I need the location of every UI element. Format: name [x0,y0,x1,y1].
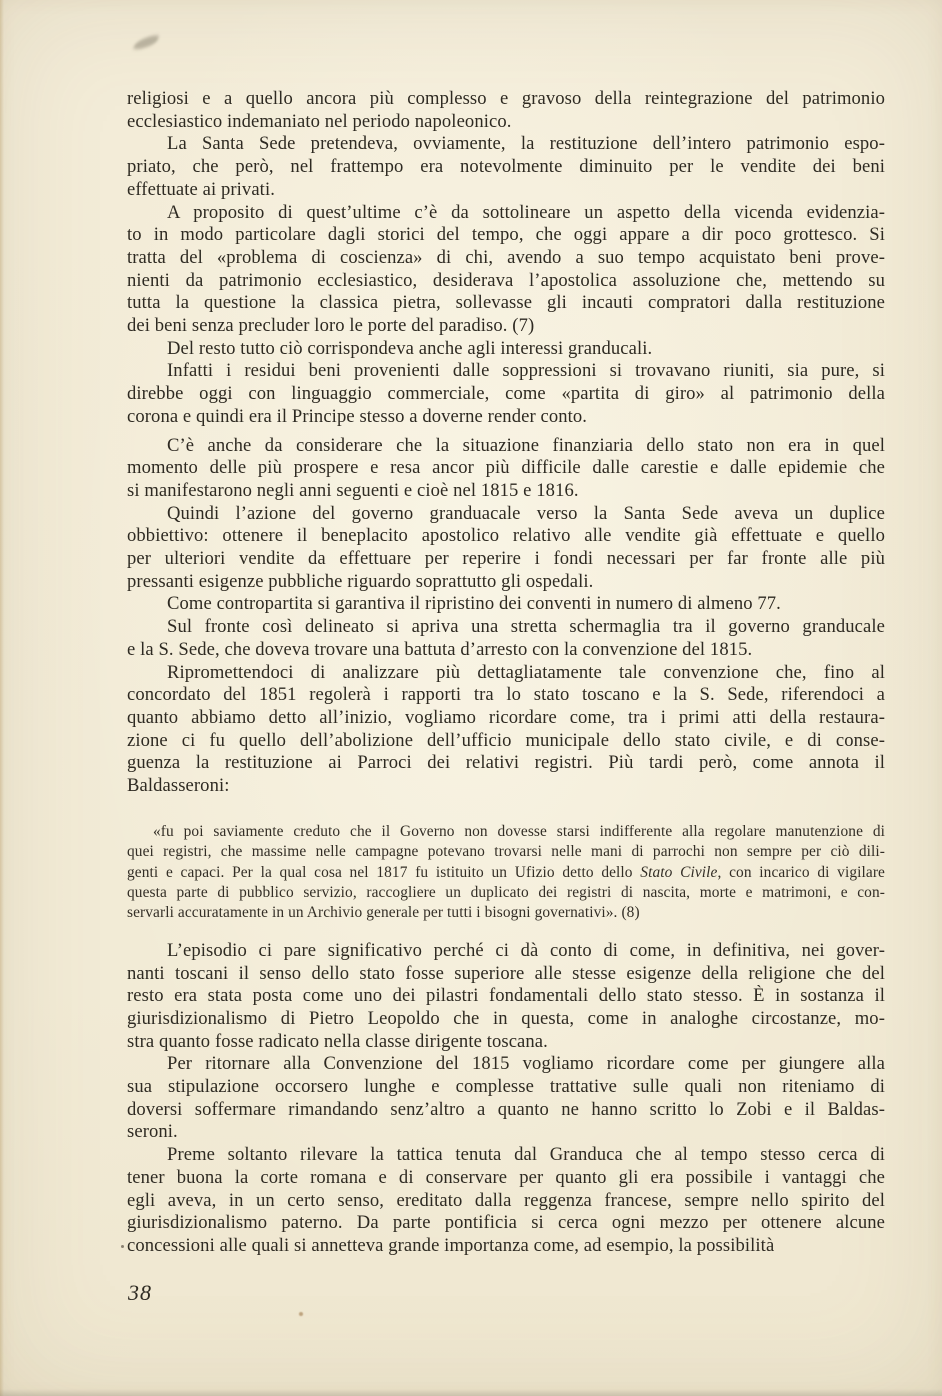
text-line: Quindi l’azione del governo granduacale verso la Santa Sede aveva un duplice [167,502,885,524]
text-column [127,88,885,1258]
text-line: nanti toscani il senso dello stato fosse superiore alle stesse esigenze della religione che del [127,962,885,984]
text-line: L’episodio ci pare significativo perché ci dà conto di come, in definitiva, nei gover- [167,939,885,961]
paragraph [127,593,885,616]
text-line: per ulteriori vendite da effettuare per reperire i fondi necessari per far fronte alle più [127,548,885,570]
text-line: Come contropartita si garantiva il ripristino dei conventi in numero di almeno 77. [167,593,781,615]
text-line: Baldasseroni: [127,775,230,797]
text-line: obbiettivo: ottenere il beneplacito apostolico relativo alle vendite già effettuate e quello [127,525,885,547]
text-line: pressanti esigenze pubbliche riguardo soprattutto gli ospedali. [127,570,594,592]
paragraph [127,435,885,503]
text-line: Sul fronte così delineato si apriva una stretta schermaglia tra il governo granducale [167,616,885,638]
scan-edge-left [0,0,4,1396]
text-line: La Santa Sede pretendeva, ovviamente, la restituzione dell’intero patrimonio espo- [167,133,885,155]
text-line: Per ritornare alla Convenzione del 1815 vogliamo ricordare come per giungere alla [167,1053,885,1075]
text-line: Preme soltanto rilevare la tattica tenuta dal Granduca che al tempo stesso cerca di [167,1144,885,1166]
text-line: giurisdizionalismo paterno. Da parte pontificia si cerca ogni mezzo per ottenere alcune [127,1212,885,1234]
text-line: si manifestarono negli anni seguenti e cioè nel 1815 e 1816. [127,479,579,501]
text-line: Ripromettendoci di analizzare più dettagliatamente tale convenzione che, fino al [167,661,885,683]
text-line: seroni. [127,1121,178,1143]
text-line: doversi soffermare rimandando senz’altro a quanto ne hanno scritto lo Zobi e il Baldas- [127,1098,885,1120]
text-line: A proposito di quest’ultime c’è da sottolineare un aspetto della vicenda evidenzia- [167,201,885,223]
paragraph [127,940,885,1054]
text-line: guenza la restituzione ai Parroci dei relativi registri. Più tardi però, come annota il [127,752,885,774]
text-line: Del resto tutto ciò corrispondeva anche agli interessi granducali. [167,337,653,359]
paper-speck [299,1312,303,1316]
block-quote [127,822,885,924]
paragraph [127,202,885,338]
text-line: e la S. Sede, che doveva trovare una battuta d’arresto con la convenzione del 1815. [127,638,753,660]
paragraph [127,662,885,798]
text-line: tutta la questione la classica pietra, sollevasse gli incauti compratori dalla restituzione [127,292,885,314]
paragraph [127,1053,885,1144]
italic-text: Stato Civile [640,863,718,881]
paragraph [127,616,885,661]
text-line: Infatti i residui beni provenienti dalle soppressioni si trovavano riuniti, sia pure, si [167,360,885,382]
text-line: resto era stata posta come uno dei pilastri fondamentali dello stato stesso. È in sostanza il [127,985,885,1007]
text-line: concordato del 1851 regolerà i rapporti tra lo stato toscano e la S. Sede, riferendoci a [127,684,885,706]
text-line: concessioni alle quali si annetteva grande importanza come, ad esempio, la possibilità [127,1234,775,1256]
text-line: sua stipulazione occorsero lunghe e complesse trattative sulle quali non riteniamo di [127,1076,885,1098]
text-line: C’è anche da considerare che la situazione finanziaria dello stato non era in quel [167,434,885,456]
text-line: dei beni senza precluder loro le porte del paradiso. (7) [127,315,535,337]
scan-edge-bottom [0,1389,942,1396]
text-line: genti e capaci. Per la qual cosa nel 1817 fu istituito un Ufizio detto dello Stato Civile, con incarico di vigilare [127,863,885,881]
text-line: servarli accuratamente in un Archivio generale per tutti i bisogni governativi». (8) [127,904,640,922]
paragraph [127,1144,885,1258]
text-line: zione ci fu quello dell’abolizione dell’ufficio municipale dello stato civile, e di conse- [127,729,885,751]
paper-smudge [133,34,159,52]
paragraph [127,503,885,594]
text-line: to in modo particolare dagli storici del tempo, che oggi appare a dir poco grottesco. Si [127,224,885,246]
text-line: priato, che però, nel frattempo era notevolmente diminuito per le vendite dei beni [127,156,885,178]
text-line: direbbe oggi con linguaggio commerciale, come «partita di giro» al patrimonio della [127,383,885,405]
text-line: quei registri, che massime nelle campagne potevano trovarsi nelle mani di parrochi non sempre per ciò dili- [127,843,885,861]
text-line: religiosi e a quello ancora più complesso e gravoso della reintegrazione del patrimonio [127,88,885,109]
text-line: tratta del «problema di coscienza» di chi, avendo a suo tempo acquistato beni prove- [127,246,885,268]
paragraph [127,133,885,201]
text-line: tener buona la corte romana e di conservare per quanto gli era possibile i vantaggi che [127,1166,885,1188]
text-line: questa parte di pubblico servizio, raccogliere un duplicato dei registri di nascita, morte e matrimoni, e con- [127,884,885,902]
text-line: stra quanto fosse radicato nella classe dirigente toscana. [127,1030,548,1052]
text-line: corona e quindi era il Principe stesso a doverne render conto. [127,405,588,427]
text-line: «fu poi saviamente creduto che il Governo non dovesse starsi indifferente alla regolare manutenzione di [153,822,885,840]
text-line: momento delle più prospere e resa ancor più difficile dalle carestie e dalle epidemie che [127,457,885,479]
text-line: ecclesiastico indemaniato nel periodo napoleonico. [127,110,512,132]
text-line: quanto abbiamo detto all’inizio, vogliamo ricordare come, tra i primi atti della restaura- [127,706,885,728]
paragraph [127,360,885,428]
text-line: egli aveva, in un certo senso, ereditato dalla reggenza francese, sempre nello spirito del [127,1189,885,1211]
text-line: nienti da patrimonio ecclesiastico, desiderava l’apostolica assoluzione che, mettendo su [127,269,885,291]
text-line: effettuate ai privati. [127,178,275,200]
paper-speck [121,1245,124,1248]
paragraph [127,88,885,133]
text-line: giurisdizionalismo di Pietro Leopoldo che in questa, come in analoghe circostanze, mo- [127,1007,885,1029]
paragraph [127,338,885,361]
page-number: 38 [128,1280,152,1305]
